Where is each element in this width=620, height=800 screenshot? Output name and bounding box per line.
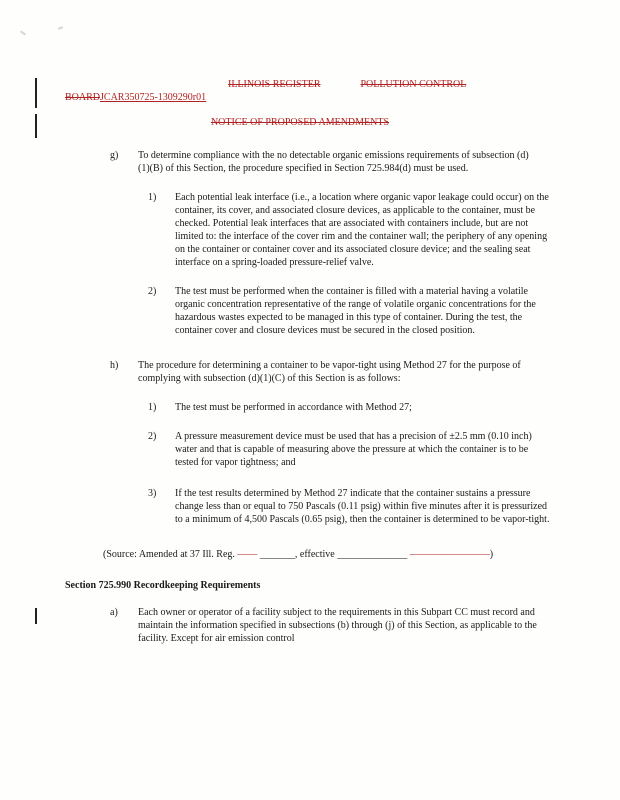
section-heading-725-990: Section 725.990 Recordkeeping Requirements	[65, 580, 261, 591]
paragraph-label: a)	[110, 607, 118, 618]
paragraph-h	[110, 359, 540, 385]
source-note	[103, 548, 542, 561]
source-text: (Source: Amended at 37 Ill. Reg.	[103, 549, 238, 560]
source-text: , effective	[294, 549, 338, 560]
source-blank-line: _______	[257, 549, 295, 560]
change-bar	[35, 114, 37, 138]
paragraph-label: 2)	[148, 286, 157, 297]
header-line-2	[0, 91, 620, 104]
paragraph-text: Each potential leak interface (i.e., a location where organic vapor leakage could occur) on the container, its cover, and associated closure devices, as applicable to the container, must be checked. Potential leak interfaces that are associated with containers include, but are not limited to: the interface of the cover rim and the container wall; the periphery of any opening on the container or container cover and its associated closure device; and the sealing seat interface on a spring-loaded pressure-relief valve.	[175, 192, 549, 268]
document-body	[0, 149, 620, 645]
paragraph-label: 1)	[148, 192, 157, 203]
change-bar	[35, 608, 37, 624]
paragraph-label: g)	[110, 150, 119, 161]
change-bar	[35, 78, 37, 108]
source-text: )	[489, 549, 494, 560]
paragraph-text: To determine compliance with the no detectable organic emissions requirements of subsection (d)(1)(B) of this Section, the procedure specified in Section 725.984(d) must be used.	[138, 150, 529, 174]
paragraph-label: 3)	[148, 488, 157, 499]
paragraph-label: h)	[110, 360, 119, 371]
paragraph-text: The test must be performed in accordance with Method 27;	[175, 402, 412, 413]
header-line-3	[0, 116, 620, 129]
header-illinois-register: ILLINOIS REGISTER	[228, 79, 321, 90]
paragraph-text: A pressure measurement device must be used that has a precision of ±2.5 mm (0.10 inch) water and that is capable of measuring above the pressure at which the container is to be tested for vapor tightness; and	[175, 431, 532, 468]
source-deleted-blank: ——	[237, 549, 258, 560]
subitem-g-1	[148, 191, 550, 269]
header-jcar-number-inserted: JCAR350725-1309290r01	[100, 92, 207, 103]
paragraph-text: The test must be performed when the container is filled with a material having a volatile organic concentration representative of the range of volatile organic concentrations for the hazardous wastes expected to be managed in this type of container. During the test, the container cover and closure devices must be secured in the closed position.	[175, 286, 536, 336]
subitem-h-2	[148, 430, 550, 469]
source-blank-line: ______________	[337, 549, 410, 560]
paragraph-label: 1)	[148, 402, 157, 413]
paragraph-text: If the test results determined by Method 27 indicate that the container sustains a pressure change less than or equal to 750 Pascals (0.11 psig) within five minutes after it is pressurized to a minimum of 4,500 Pascals (0.65 psig), then the container is determined to be vapor-tight.	[175, 488, 550, 525]
header-pollution-control: POLLUTION CONTROL	[360, 79, 467, 90]
paragraph-a	[110, 606, 540, 645]
paragraph-text: The procedure for determining a container to be vapor-tight using Method 27 for the purpose of complying with subsection (d)(1)(C) of this Section is as follows:	[138, 360, 521, 384]
subitem-h-1	[148, 401, 550, 414]
page-header	[0, 0, 620, 129]
header-line-1	[0, 78, 620, 91]
paragraph-g	[110, 149, 540, 175]
source-deleted-blank: ————————	[409, 549, 490, 560]
paragraph-text: Each owner or operator of a facility subject to the requirements in this Subpart CC must record and maintain the information specified in subsections (b) through (j) of this Section, as applicable to the facility. Except for air emission control	[138, 607, 537, 644]
paragraph-label: 2)	[148, 431, 157, 442]
header-notice-title: NOTICE OF PROPOSED AMENDMENTS	[210, 117, 390, 128]
subitem-h-3	[148, 487, 550, 526]
subitem-g-2	[148, 285, 550, 337]
header-board-deleted: BOARD	[65, 92, 101, 103]
